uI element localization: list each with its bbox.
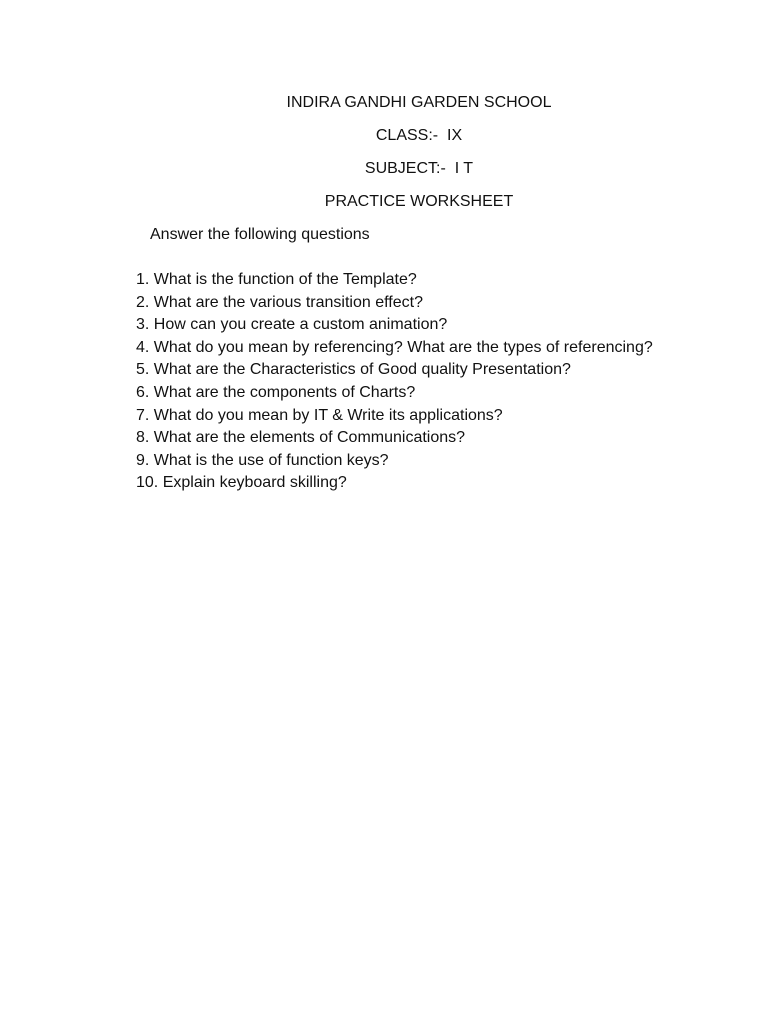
question-item: 1. What is the function of the Template? <box>136 271 417 288</box>
question-item: 6. What are the components of Charts? <box>136 383 416 401</box>
question-item: 9. What is the use of function keys? <box>136 451 389 469</box>
class-line: CLASS:- IX <box>375 127 463 144</box>
question-item: 2. What are the various transition effect? <box>136 293 423 311</box>
school-name: INDIRA GANDHI GARDEN SCHOOL <box>286 94 552 111</box>
question-item: 10. Explain keyboard skilling? <box>136 474 347 492</box>
question-item: 8. What are the elements of Communications? <box>136 429 466 447</box>
question-item: 3. How can you create a custom animation? <box>136 316 448 334</box>
question-item: 4. What do you mean by referencing? What are the types of referencing? <box>136 338 653 356</box>
instruction-text: Answer the following questions <box>150 226 370 243</box>
question-item: 5. What are the Characteristics of Good quality Presentation? <box>136 361 571 379</box>
subject-line: SUBJECT:- I T <box>364 160 474 177</box>
question-list <box>136 269 656 495</box>
question-item: 7. What do you mean by IT & Write its applications? <box>136 406 503 424</box>
worksheet-title: PRACTICE WORKSHEET <box>324 193 514 210</box>
